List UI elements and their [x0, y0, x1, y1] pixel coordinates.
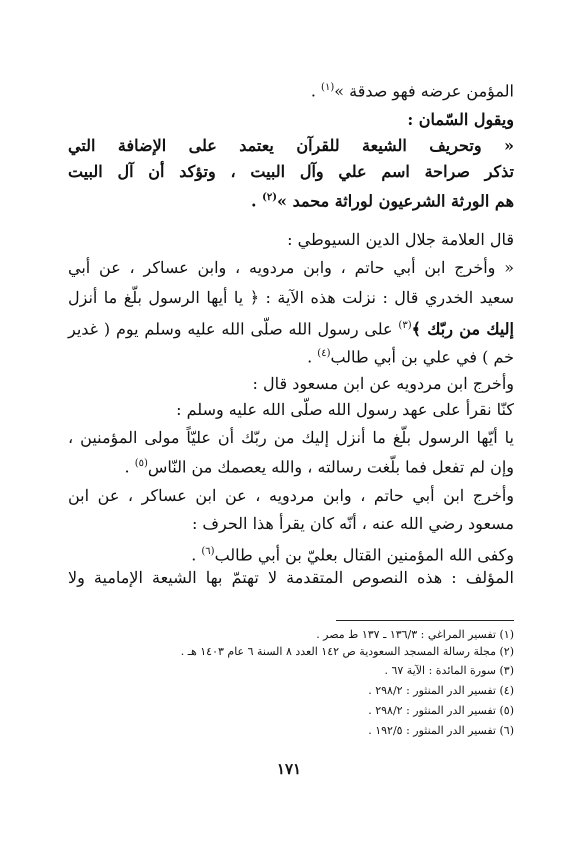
body-line: كنّا نقرأ على عهد رسول الله صلّى الله عليه وسلم : — [176, 400, 514, 419]
footnote: (٤) تفسير الدر المنثور : ٢٩٨/٢ . — [368, 684, 514, 697]
quote-line: تذكر صراحة اسم علي وآل البيت ، وتؤكد أن آل البيت — [68, 162, 514, 181]
body-line: وأخرج ابن مردويه عن ابن مسعود قال : — [252, 374, 514, 393]
body-line: « وأخرج ابن أبي حاتم ، وابن مردويه ، وابن عساكر ، عن أبي — [68, 258, 514, 277]
footnote-ref: (٦) — [201, 546, 215, 557]
footnote-ref: (٥) — [134, 458, 148, 469]
body-line: المؤمن عرضه فهو صدقة »$^{(١)}$ . — [310, 81, 514, 101]
page-number: ١٧١ — [276, 760, 302, 778]
body-line: يا أيّها الرسول بلّغ ما أنزل إليك من ربّك أن عليّاً مولى المؤمنين ، — [68, 428, 514, 447]
quote-line: « وتحريف الشيعة للقرآن يعتمد على الإضافة التي — [68, 136, 514, 155]
body-line: المؤلف : هذه النصوص المتقدمة لا تهتمّ بها الشيعة الإمامية ولا — [68, 568, 514, 587]
footnote-ref: (١) — [321, 82, 335, 93]
body-line: سعيد الخدري قال : نزلت هذه الآية : ﴿ يا أيها الرسول بلّغ ما أنزل — [68, 288, 514, 307]
body-line: وأخرج ابن أبي حاتم ، وابن مردويه ، عن ابن عساكر ، عن ابن — [68, 486, 515, 505]
footnote: (٥) تفسير الدر المنثور : ٢٩٨/٢ . — [368, 704, 514, 717]
footnote-divider — [336, 620, 514, 621]
footnote-ref: (٢) — [262, 192, 278, 203]
footnote: (١) تفسير المراغي : ١٣٦/٣ ـ ١٣٧ ط مصر . — [316, 628, 514, 641]
quote-line: هم الورثة الشرعيون لوراثة محمد »$^{(٢)}$ . — [251, 191, 514, 211]
body-line: خم ) في علي بن أبي طالب$^{(٤)}$ . — [307, 347, 514, 367]
body-line: مسعود رضي الله عنه ، أنّه كان يقرأ هذا الحرف : — [191, 514, 514, 533]
body-line: وكفى الله المؤمنين القتال بعليّ بن أبي طالب$^{(٦)}$ . — [191, 545, 514, 565]
footnote: (٢) مجلة رسالة المسجد السعودية ص ١٤٢ العدد ٨ السنة ٦ عام ١٤٠٣ هـ . — [180, 645, 514, 658]
footnote-ref: (٣) — [398, 320, 412, 331]
footnote: (٣) سورة المائدة : الآية ٦٧ . — [384, 664, 514, 677]
footnote-ref: (٤) — [317, 348, 331, 359]
body-line: وإن لم تفعل فما بلّغت رسالته ، والله يعصمك من النّاس$^{(٥)}$ . — [124, 457, 514, 477]
body-line: إليك من ربّك ﴾$^{(٣)}$ على رسول الله صلّى الله عليه وسلم يوم ( غدير — [68, 319, 514, 339]
body-line: قال العلامة جلال الدين السيوطي : — [287, 230, 514, 249]
section-heading: ويقول السّمان : — [407, 110, 514, 129]
footnote: (٦) تفسير الدر المنثور : ١٩٢/٥ . — [368, 724, 514, 737]
